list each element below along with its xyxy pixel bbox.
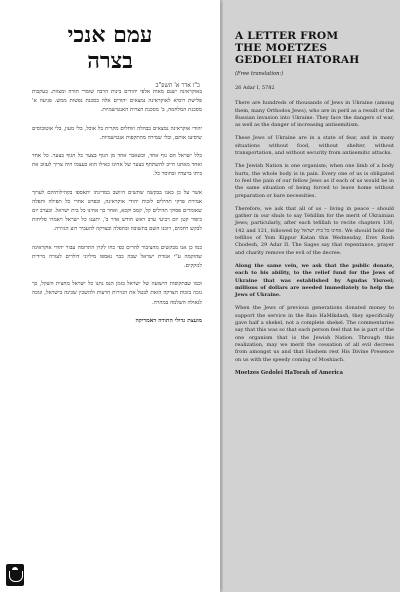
english-paragraph: Therefore, we ask that all of us – living in peace – should gather in our shuls to say Tehillim for the merit of Ukrainian Jews; particularly, after each tefillah to recite chapters 130, 142 and 121, followed by אחינו כל בית ישראל. We should hold the tefillos of Yom Kippur Katan this Wednesday, Erev Rosh Chodesh, 29 Adar II. The Sages say that repentance, prayer and charity remove the evil of the decree. [235, 205, 394, 256]
english-paragraph: These Jews of Ukraine are in a state of fear, and in many situations without food, without shelter, without transportation, and without security from antisemitic attacks. [235, 135, 394, 157]
hebrew-paragraph: יהודי אוקראינה נמצאים בבהלה וזוחלים מקרית בל אוכל, בלי מעון, בלי אוטובוסים שיסיעו אותם, ובלי שמירה מהתקפות אנטישמיות. [32, 125, 202, 141]
hebrew-title-line1: עמם אנכי [67, 22, 153, 48]
hebrew-paragraph: באוקראינה ישנם מאות אלפי יהודים בינות הרבה שומרי תורה ומצוות. בעקבות פלישת רוסיא לאוקראינה נמצאים יהודים אלה בסכנת נפשות ממש. פגיעה א' מסכנת המלחמה, ב' מסכנת הצרות האנטישמיות. [32, 89, 202, 114]
hebrew-title-line2: בצרה [87, 48, 133, 74]
hebrew-paragraph: וכמו שבתקופות הישועה של ישראל בזמן הנס נתנו כל ישראל מחצית השקל, כך נזכה בזכות הצדקה הזאת לבטל את הגזירות הרעות ולהשכין שכינה בישראל, ונזכה לגאולה השלמה במהרה. [32, 281, 202, 306]
english-title-line3: GEDOLEI HATORAH [235, 54, 360, 66]
hebrew-paragraph: כמו כן אנו מבקשים מהציבור להרים כפי כחו לקרן התרומה עבור יהודי אוקראינה שהוקמה ע"י אגודת ישראל שבה כבר נאספו מיליוני דולרים לעזרה מיידית לנזקקים. [32, 244, 202, 270]
hebrew-title [8, 22, 212, 74]
hebrew-date: כ"ו אדר א' תשפ"ב [155, 82, 200, 89]
hebrew-paragraph: אשר על כן באנו בבקשה שתשים היושב במדינתו יתאספו בקהילותיהם לערוך אמירת פרקי תהילים לזכות יהודי אוקראינה, ובפרט אחרי כל תפילה ותפלה שאומרים פסוקי תהילים קל, קמב וקכא, ואחר כך אחינו כל בית ישראל. ובערב יום כיפור קטן יום רביעי ערב ראש חודש אדר ב', יתענו כל ישראל ויאמרו סליחות לבקש רחמים, ויזכנו השם בתשובה ובתפלה ובצדקה להעביר רוע הגזירה. [32, 189, 202, 233]
book-emblem-icon [6, 564, 24, 586]
hebrew-paragraph: כלל ישראל הם גוף אחד, וכשאבר אחד מן הגוף בצער כל הגוף בצער. כל אחד ואחד מאתנו חייב להשתתף בצער של אחינו כאילו הוא בעצמו היה צריך לעזוב את ביתו ברעדה ובחוסר כל. [32, 153, 202, 178]
hebrew-signature: מועצת גדולי התורה דאמריקה [135, 317, 202, 324]
hebrew-body [32, 88, 202, 335]
english-paragraph: The Jewish Nation is one organism; when one limb of a body hurts, the whole body is in pain. Every one of us is obligated to feel the pain of our fellow Jews as if each of us would be in the same situation of being forced to leave home without preparation or bare necessities. [235, 163, 394, 199]
english-column [223, 0, 400, 592]
english-body [235, 85, 394, 377]
english-title-line1: A LETTER FROM [235, 30, 339, 42]
english-signature: Moetzes Gedolei HaTorah of America [235, 369, 343, 376]
english-title [235, 30, 394, 66]
english-paragraph: There are hundreds of thousands of Jews in Ukraine (among them, many Orthodox Jews), who are in peril as a result of the Russian invasion into Ukraine. They face the dangers of war, as well as the danger of increasing antisemitism. [235, 100, 394, 129]
english-paragraph-bold: Along the same vein, we ask that the public donate, each to his ability, to the relief fund for the Jews of Ukraine that was established by Agudas Yisroel; millions of dollars are needed immediately to help the Jews of Ukraine. [235, 262, 394, 299]
english-title-line2: THE MOETZES [235, 42, 328, 54]
english-subtitle: (Free translation:) [235, 71, 284, 77]
english-date: 26 Adar I, 5782 [235, 85, 275, 91]
english-paragraph: When the Jews of previous generations donated money to support the service in the Bais HaMikdash, they specifically gave half a shekel, not a complete shekel. The commentaries say that this was so that each person feel that he is part of the one organism that is the Jewish Nation. Through this realization, may we merit the cessation of all evil decrees from amongst us and that Hashem rest His Divine Presence on us with the speedy coming of Moshiach. [235, 305, 394, 363]
